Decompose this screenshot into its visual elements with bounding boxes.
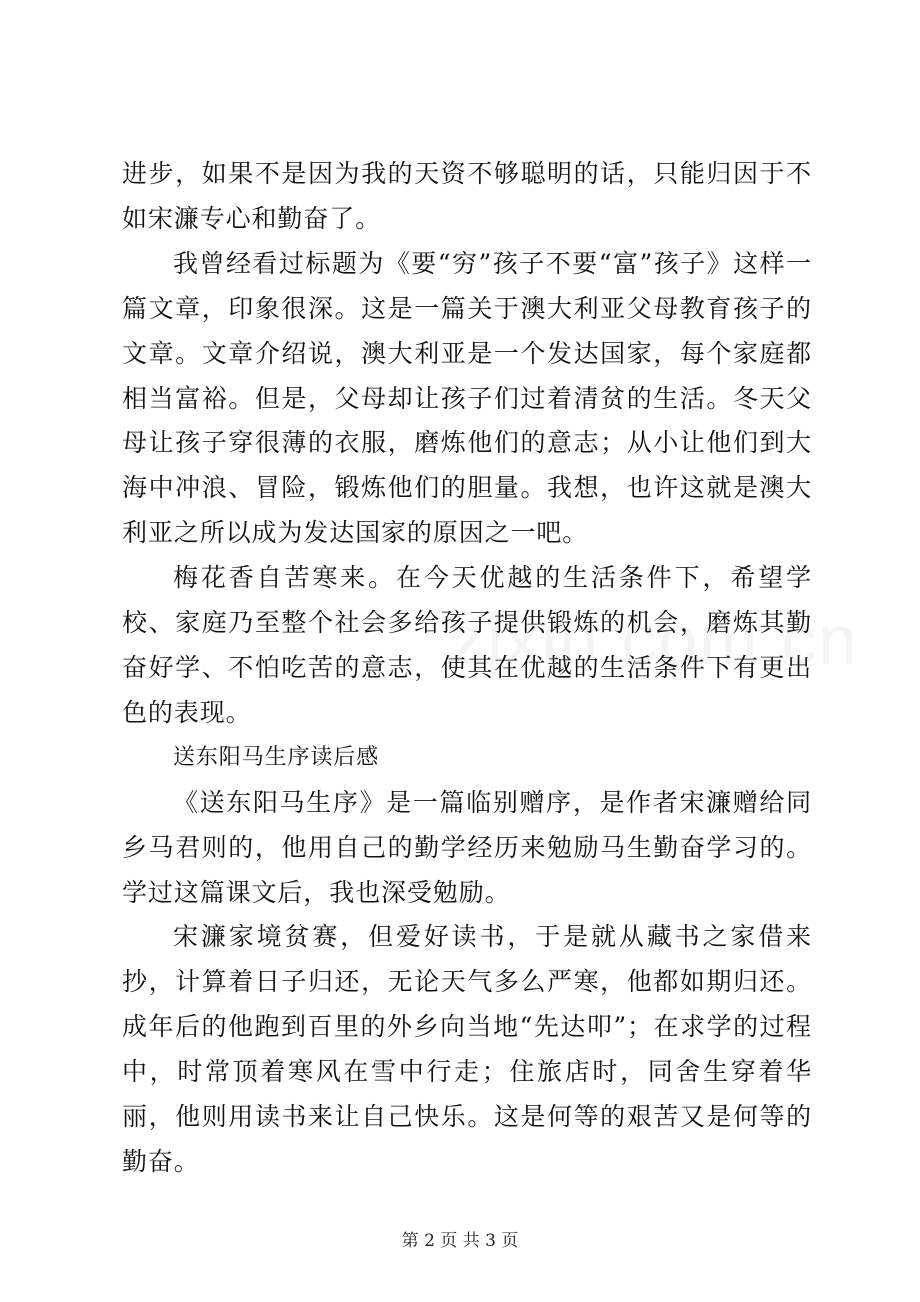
document-body <box>122 152 812 1185</box>
paragraph: 梅花香自苦寒来。在今天优越的生活条件下，希望学校、家庭乃至整个社会多给孩子提供锻炼的机会，磨炼其勤奋好学、不怕吃苦的意志，使其在优越的生活条件下有更出色的表现。 <box>122 563 812 727</box>
paragraph: 进步，如果不是因为我的天资不够聪明的话，只能归因于不如宋濂专心和勤奋了。 <box>122 159 812 233</box>
paragraph: 我曾经看过标题为《要“穷”孩子不要“富”孩子》这样一篇文章，印象很深。这是一篇关于澳大利亚父母教育孩子的文章。文章介绍说，澳大利亚是一个发达国家，每个家庭都相当富裕。但是，父母却让孩子们过着清贫的生活。冬天父母让孩子穿很薄的衣服，磨炼他们的意志；从小让他们到大海中冲浪、冒险，锻炼他们的胆量。我想，也许这就是澳大利亚之所以成为发达国家的原因之一吧。 <box>122 248 812 548</box>
page-footer: 第 2 页 共 3 页 <box>401 1231 519 1251</box>
section-title: 送东阳马生序读后感 <box>173 744 380 770</box>
paragraph: 《送东阳马生序》是一篇临别赠序，是作者宋濂赠给同乡马君则的，他用自己的勤学经历来勉励马生勤奋学习的。学过这篇课文后，我也深受勉励。 <box>122 787 812 907</box>
paragraph: 宋濂家境贫赛，但爱好读书，于是就从藏书之家借来抄，计算着日子归还，无论天气多么严寒，他都如期归还。成年后的他跑到百里的外乡向当地“先达叩”；在求学的过程中，时常顶着寒风在雪中行走；住旅店时，同舍生穿着华丽，他则用读书来让自己快乐。这是何等的艰苦又是何等的勤奋。 <box>122 922 812 1176</box>
